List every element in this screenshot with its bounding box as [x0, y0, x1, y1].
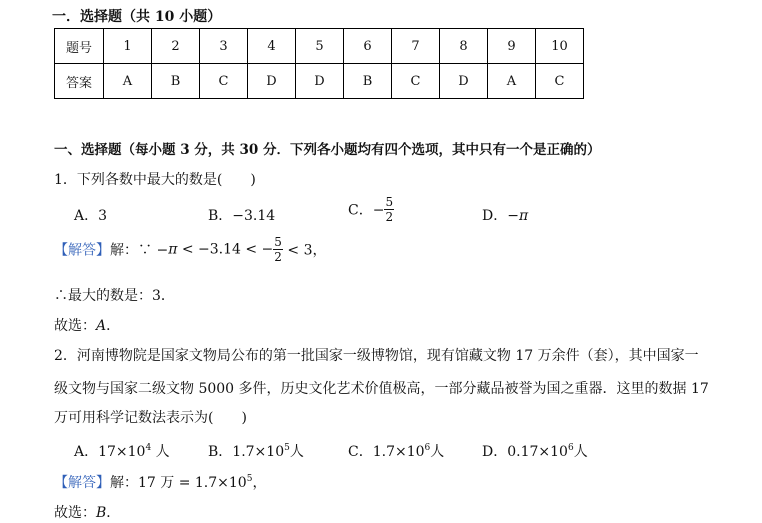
- q1-solution: [54, 236, 326, 263]
- option-exponent: 5: [284, 443, 290, 453]
- table-cell: D: [296, 64, 344, 99]
- table-cell: 5: [296, 29, 344, 64]
- pi-symbol: π: [168, 241, 178, 258]
- option-unit: 人: [430, 444, 445, 460]
- table-cell: 10: [536, 29, 584, 64]
- solution-tag: 【解答】: [54, 475, 110, 491]
- solution-text-c: < 3，: [282, 242, 327, 259]
- q2-option-b: [208, 441, 304, 461]
- option-unit: 人: [289, 444, 304, 460]
- solution-text: 解：17 万 = 1.7×10: [110, 475, 247, 491]
- q1-option-a: A．3: [74, 208, 108, 224]
- q2-option-c: [348, 441, 444, 461]
- option-exponent: 4: [145, 443, 152, 453]
- fraction-numerator: 5: [385, 195, 394, 209]
- choice-end: ．: [106, 318, 121, 334]
- table-cell: 9: [488, 29, 536, 64]
- option-base: B．1.7×10: [208, 444, 285, 460]
- table-cell: B: [152, 64, 200, 99]
- section-title: 一．选择题（共 10 小题）: [52, 9, 222, 25]
- table-cell: A: [488, 64, 536, 99]
- table-cell: D: [248, 64, 296, 99]
- q1-option-c-prefix: C．−: [348, 202, 385, 219]
- question-1-stem: 1．下列各数中最大的数是( ): [54, 172, 256, 188]
- option-unit: 人: [151, 444, 170, 460]
- choice-end: ．: [106, 505, 121, 521]
- table-cell: D: [440, 64, 488, 99]
- table-cell: 3: [200, 29, 248, 64]
- option-exponent: 6: [424, 443, 431, 453]
- table-cell: C: [536, 64, 584, 99]
- q1-conclusion: ∴最大的数是：3．: [54, 288, 175, 304]
- option-base: D．0.17×10: [482, 444, 568, 460]
- fraction-denominator: 2: [274, 250, 282, 264]
- solution-exponent: 5: [246, 474, 253, 484]
- table-header-answer: 答案: [55, 64, 104, 99]
- choice-prefix: 故选：: [54, 318, 96, 334]
- solution-text-b: < −3.14 < −: [177, 241, 274, 258]
- table-cell: C: [200, 64, 248, 99]
- q1-choice: [54, 315, 120, 335]
- option-exponent: 6: [567, 443, 574, 453]
- option-unit: 人: [573, 444, 588, 460]
- question-2-line-3: 万可用科学记数法表示为( ): [54, 410, 247, 426]
- question-2-line-1: 2．河南博物院是国家文物局公布的第一批国家一级博物馆，现有馆藏文物 17 万余件（套），其中国家一: [54, 348, 699, 364]
- q1-option-d-prefix: D．−: [482, 208, 519, 224]
- question-2-line-2: 级文物与国家二级文物 5000 多件，历史文化艺术价值极高，一部分藏品被誉为国之重器．这里的数据 17: [54, 381, 709, 397]
- choice-prefix: 故选：: [54, 505, 96, 521]
- option-base: C．1.7×10: [348, 444, 425, 460]
- q2-choice: [54, 502, 120, 522]
- q1-option-c: [348, 196, 394, 223]
- table-cell: 4: [248, 29, 296, 64]
- table-row-numbers: [55, 29, 584, 64]
- table-cell: A: [104, 64, 152, 99]
- solution-fraction: [273, 236, 283, 263]
- q1-option-d: [482, 205, 528, 225]
- table-row-answers: [55, 64, 584, 99]
- table-cell: C: [392, 64, 440, 99]
- table-header-number: 题号: [55, 29, 104, 64]
- part-heading: 一、选择题（每小题 3 分，共 30 分．下列各小题均有四个选项，其中只有一个是正确的）: [54, 142, 601, 158]
- q2-option-d: [482, 441, 588, 461]
- q1-option-c-fraction: [384, 196, 394, 223]
- q2-solution: [54, 472, 266, 492]
- fraction-denominator: 2: [385, 210, 394, 224]
- table-cell: B: [344, 64, 392, 99]
- pi-symbol: π: [518, 208, 529, 224]
- q1-option-b: B．−3.14: [208, 208, 276, 224]
- fraction-numerator: 5: [274, 235, 282, 249]
- solution-text-a: 解：∵ −: [110, 242, 169, 259]
- table-cell: 7: [392, 29, 440, 64]
- q2-option-a: [74, 441, 170, 461]
- table-cell: 1: [104, 29, 152, 64]
- choice-letter: A: [96, 318, 107, 334]
- table-cell: 8: [440, 29, 488, 64]
- choice-letter: B: [96, 505, 107, 521]
- solution-end: ，: [252, 475, 267, 491]
- table-cell: 2: [152, 29, 200, 64]
- answer-table: [54, 28, 584, 99]
- solution-tag: 【解答】: [54, 242, 110, 259]
- table-cell: 6: [344, 29, 392, 64]
- option-base: A．17×10: [74, 444, 146, 460]
